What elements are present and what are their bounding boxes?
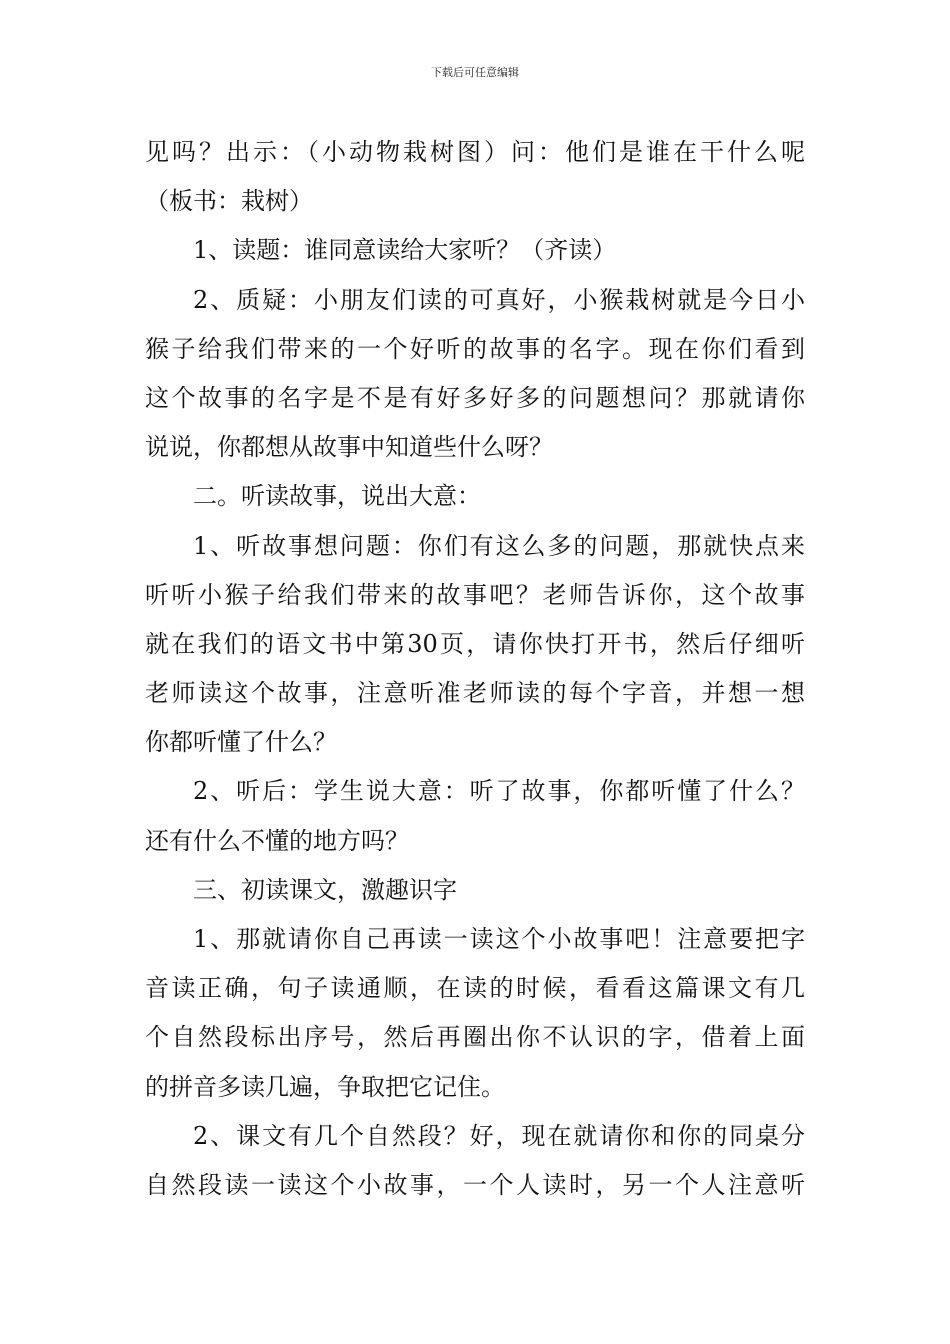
text-line: 音读正确，句子读通顺，在读的时候，看看这篇课文有几 — [145, 974, 805, 1003]
document-body — [145, 128, 805, 1210]
text-line: 1、听故事想问题：你们有这么多的问题，那就快点来 — [193, 531, 805, 560]
text-line: 1、读题：谁同意读给大家听？（齐读） — [193, 236, 617, 265]
text-line: 1、那就请你自己再读一读这个小故事吧！注意要把字 — [193, 925, 805, 953]
text-line: （板书：栽树） — [145, 187, 313, 216]
text-line: 你都听懂了什么？ — [145, 728, 337, 757]
text-line: 这个故事的名字是不是有好多好多的问题想问？那就请你 — [145, 383, 805, 412]
text-line: 个自然段标出序号，然后再圈出你不认识的字，借着上面 — [145, 1023, 805, 1052]
text-line: 还有什么不懂的地方吗？ — [145, 826, 409, 855]
text-line: 听听小猴子给我们带来的故事吧？老师告诉你，这个故事 — [145, 580, 805, 609]
text-line: 自然段读一读这个小故事，一个人读时，另一个人注意听 — [145, 1170, 805, 1199]
text-line: 2、课文有几个自然段？好，现在就请你和你的同桌分 — [193, 1121, 805, 1150]
text-line: 的拼音多读几遍，争取把它记住。 — [145, 1072, 505, 1101]
text-line: 猴子给我们带来的一个好听的故事的名字。现在你们看到 — [145, 334, 805, 363]
text-line: 三、初读课文，激趣识字 — [193, 875, 457, 904]
text-line: 老师读这个故事，注意听准老师读的每个字音，并想一想 — [145, 679, 805, 708]
text-line: 说说，你都想从故事中知道些什么呀？ — [145, 433, 553, 462]
page-header-note: 下载后可任意编辑 — [431, 66, 519, 79]
text-line: 2、质疑：小朋友们读的可真好，小猴栽树就是今日小 — [193, 285, 805, 314]
text-line: 2、听后：学生说大意：听了故事，你都听懂了什么？ — [193, 777, 805, 806]
text-line: 二。听读故事，说出大意： — [193, 482, 481, 511]
text-line: 见吗？出示：（小动物栽树图）问：他们是谁在干什么呢 — [145, 138, 805, 166]
text-line: 就在我们的语文书中第30页，请你快打开书，然后仔细听 — [145, 629, 805, 658]
